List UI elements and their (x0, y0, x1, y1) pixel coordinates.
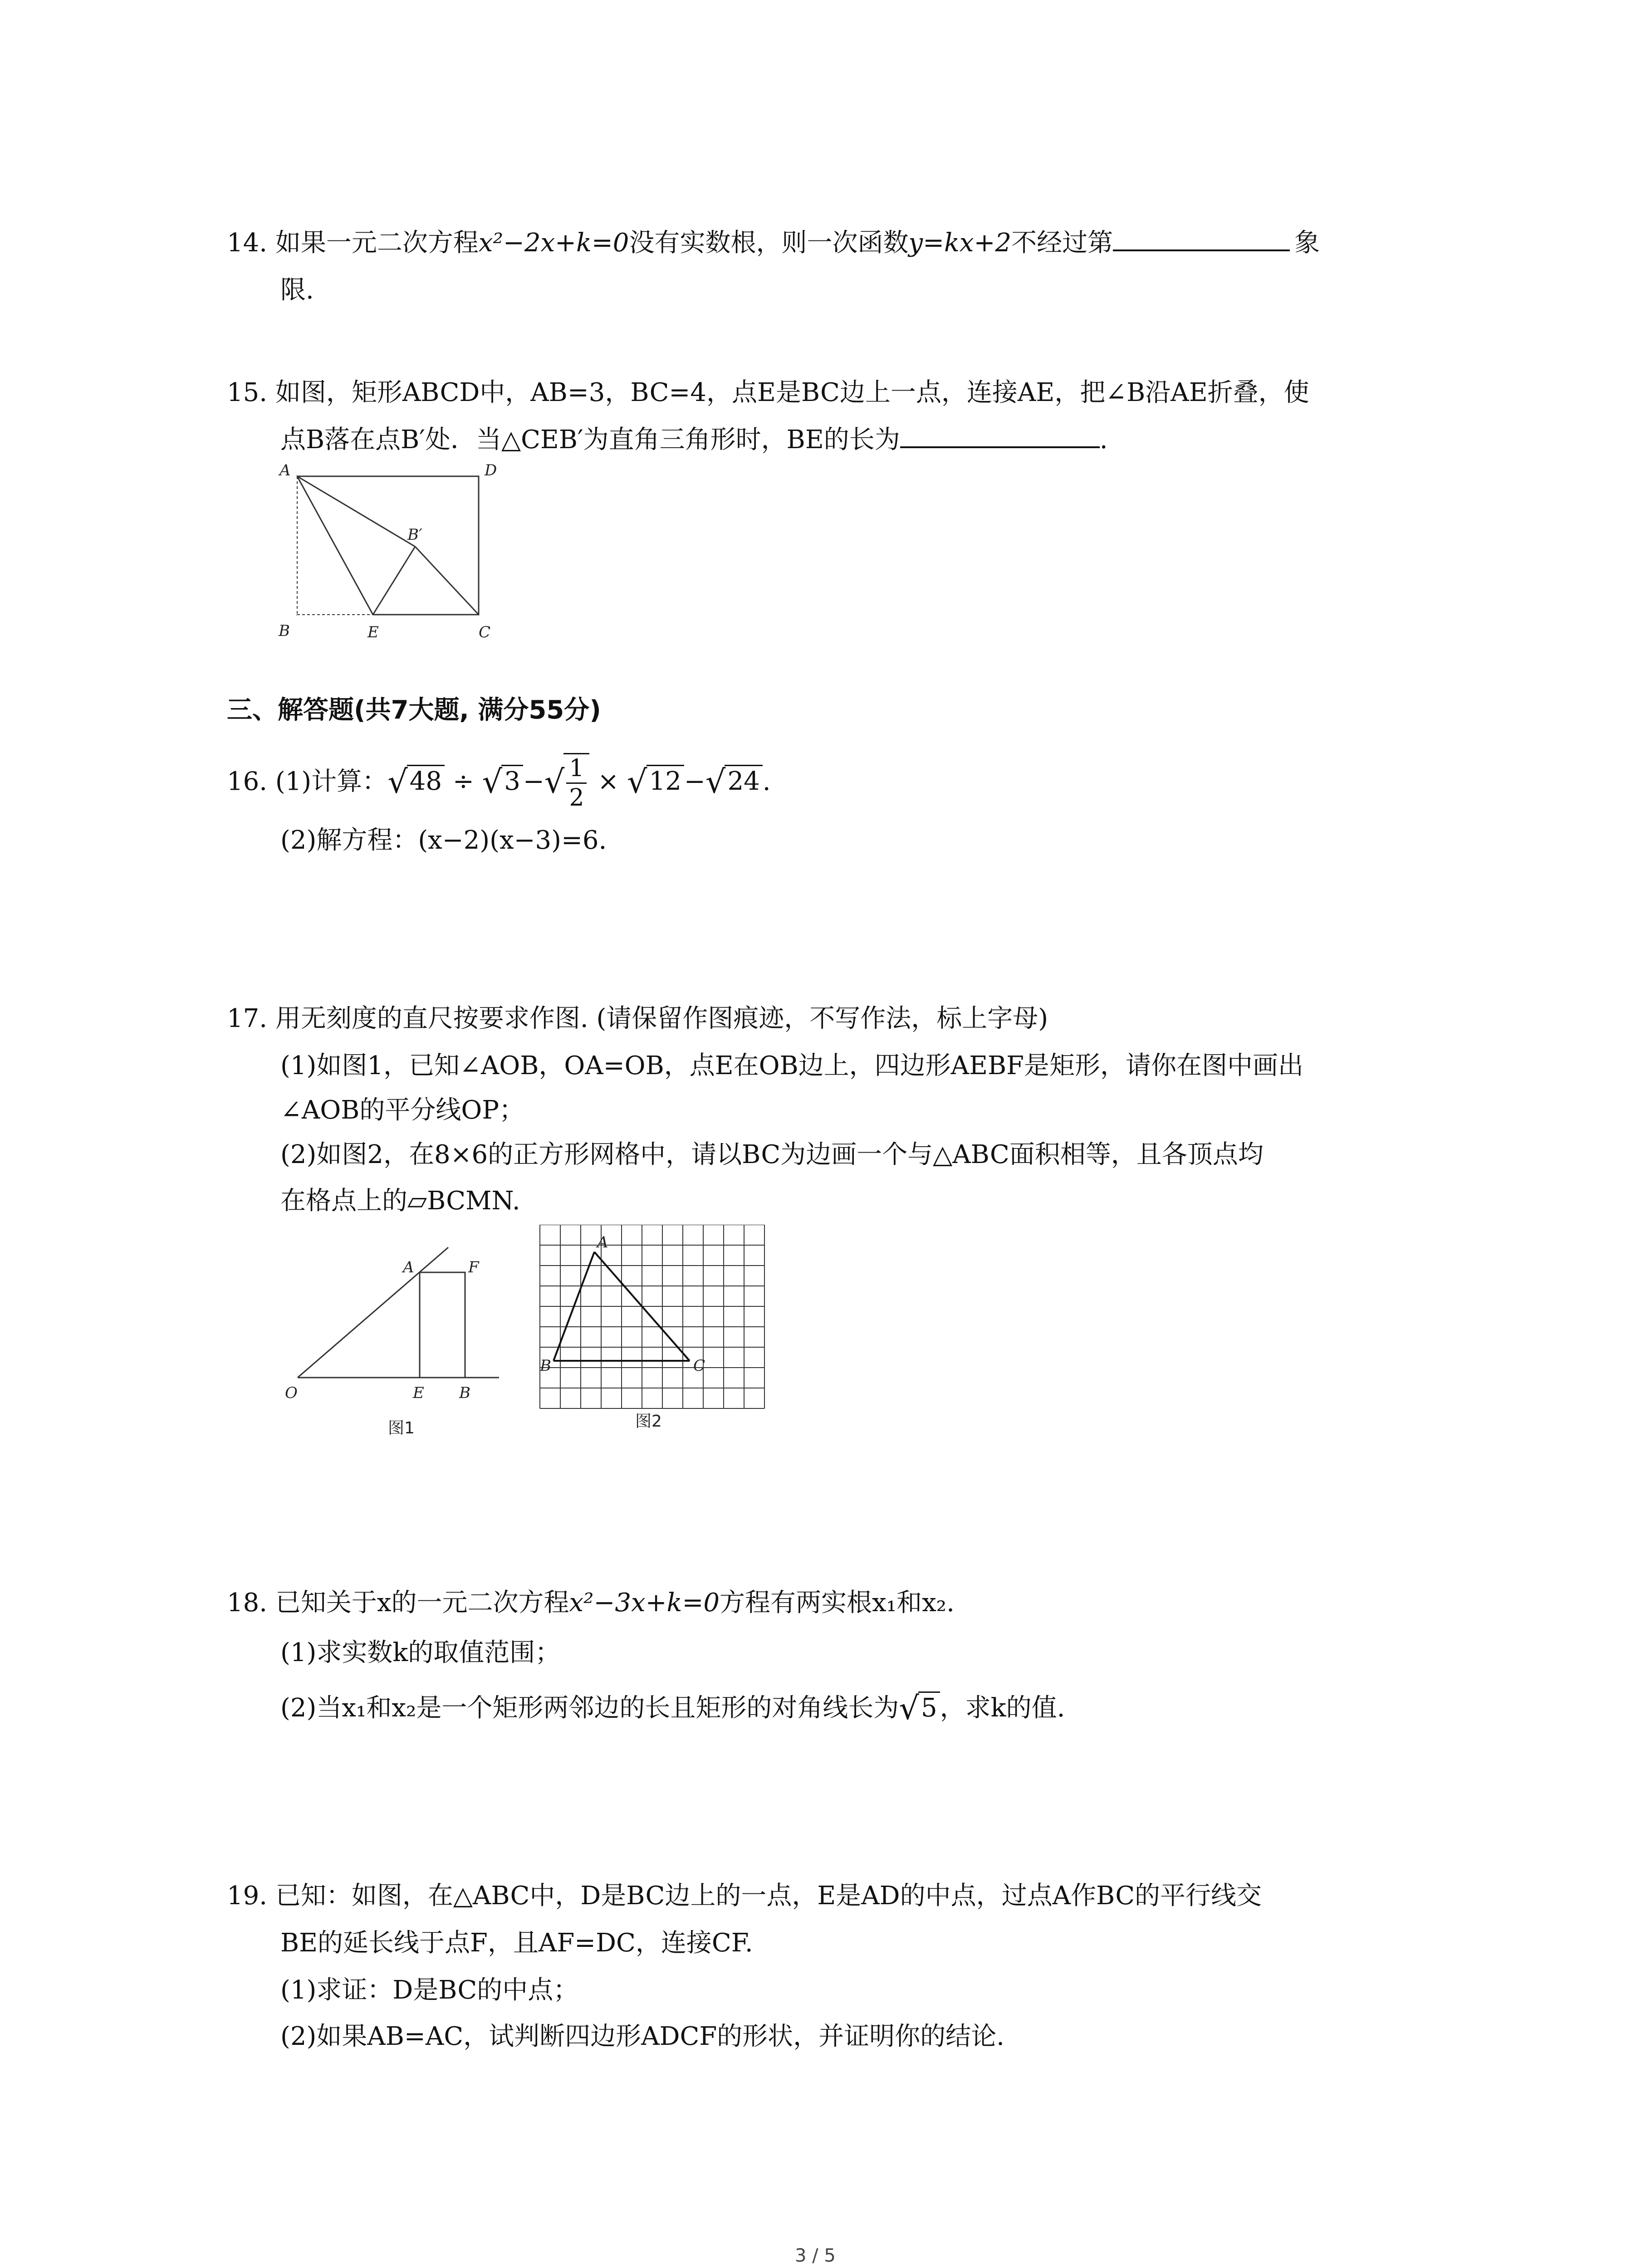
q19-text-line2: BE的延长线于点F，且AF=DC，连接CF. (280, 1928, 753, 1958)
q14-function: y=kx+2 (908, 228, 1012, 258)
q15-segment-ae (297, 476, 373, 615)
q19-line3 (280, 1975, 579, 2005)
q16-part1 (227, 753, 771, 812)
q16-sqrt-3: 3 (501, 765, 523, 797)
q18-text-a: 18. 已知关于x的一元二次方程 (227, 1588, 569, 1618)
q14-line1 (227, 230, 1320, 256)
q18-sqrt-5: 5 (918, 1691, 940, 1723)
q17-fig2-label-c: C (693, 1357, 705, 1375)
q19-text-line4: (2)如果AB=AC，试判断四边形ADCF的形状，并证明你的结论. (280, 2022, 1004, 2051)
q17-text-line3: ∠AOB的平分线OP； (280, 1095, 525, 1125)
q17-line4 (280, 1142, 1264, 1168)
sqrt-symbol: √ (387, 763, 408, 801)
q17-fig1-label-b: B (459, 1384, 470, 1402)
q17-text-line5: 在格点上的▱BCMN. (280, 1186, 520, 1216)
q17-text-line1: 17. 用无刻度的直尺按要求作图. (请保留作图痕迹，不写作法，标上字母) (227, 1004, 1048, 1033)
q15-line2 (280, 427, 1108, 453)
q17-fig1-label-f: F (468, 1258, 479, 1276)
q19-line2 (280, 1928, 753, 1958)
q15-label-bp: B′ (407, 526, 422, 544)
q14-text-a: 14. 如果一元二次方程 (227, 228, 479, 258)
q17-fig2-caption: 图2 (635, 1412, 662, 1431)
q18-line3 (280, 1689, 1065, 1727)
q16-minus-1: − (523, 767, 544, 797)
q18-text-line3-a: (2)当x₁和x₂是一个矩形两邻边的长且矩形的对角线长为 (280, 1693, 899, 1723)
q16-divide: ÷ (452, 767, 474, 797)
sqrt-symbol: √ (544, 763, 565, 801)
q14-equation: x²−2x+k=0 (478, 228, 629, 258)
q16-sqrt-12: 12 (647, 765, 684, 797)
section-3-heading: 三、解答题(共7大题, 满分55分) (227, 695, 601, 725)
q16-times: × (598, 767, 619, 797)
q14-line2 (280, 275, 314, 305)
q17-line1 (227, 1006, 1048, 1031)
q15-text-line1: 15. 如图，矩形ABCD中，AB=3，BC=4，点E是BC边上一点，连接AE，把∠B沿AE折叠，使 (227, 378, 1309, 407)
q15-figure (272, 458, 508, 644)
q16-sqrt-48: 48 (407, 765, 445, 797)
q17-line3 (280, 1095, 525, 1125)
q15-line1 (227, 380, 1309, 406)
q14-text-line2: 限. (280, 275, 314, 305)
q17-fig1-label-o: O (285, 1384, 298, 1402)
q17-fig1-label-a: A (403, 1258, 414, 1276)
q16-sqrt-half (563, 753, 589, 812)
q15-segment-abp (297, 476, 415, 547)
q15-label-e: E (367, 623, 379, 641)
q18-text-b: 方程有两实根x₁和x₂. (720, 1588, 955, 1618)
q17-text-line4: (2)如图2，在8×6的正方形网格中，请以BC为边画一个与△ABC面积相等，且各顶点均 (280, 1140, 1264, 1169)
q15-label-a: A (279, 461, 291, 479)
q16-fraction-num: 1 (566, 754, 587, 784)
q18-line1 (227, 1590, 955, 1616)
q18-equation: x²−3x+k=0 (569, 1588, 720, 1618)
q15-answer-blank[interactable] (900, 428, 1100, 448)
q16-minus-2: − (684, 767, 705, 797)
q15-text-end: . (1099, 425, 1108, 455)
q17-text-line2: (1)如图1，已知∠AOB，OA=OB，点E在OB边上，四边形AEBF是矩形，请你在图中画出 (280, 1051, 1303, 1080)
q16-sqrt-24: 24 (725, 765, 762, 797)
q17-figure-2 (535, 1225, 789, 1438)
q16-part2 (280, 828, 607, 853)
q19-line4 (280, 2024, 1004, 2049)
q15-label-c: C (479, 623, 491, 641)
q17-fig2-grid (540, 1225, 764, 1408)
q17-fig1-rectangle (420, 1272, 465, 1378)
q18-line2 (280, 1640, 560, 1666)
q15-segment-ebp (373, 547, 415, 615)
q17-fig1-caption: 图1 (388, 1419, 415, 1437)
sqrt-symbol: √ (627, 763, 647, 801)
q16-fraction (566, 754, 587, 812)
q15-text-line2: 点B落在点B′处．当△CEB′为直角三角形时，BE的长为 (280, 425, 900, 455)
q14-text-c: 不经过第 (1011, 228, 1113, 258)
q14-text-b: 没有实数根，则一次函数 (629, 228, 909, 258)
q15-label-b: B (279, 622, 290, 640)
q19-line1 (227, 1883, 1262, 1909)
q17-line2 (280, 1053, 1303, 1079)
q17-fig2-label-a: A (597, 1233, 608, 1251)
q16-part1-label: 16. (1)计算： (227, 767, 388, 797)
q18-text-line2: (1)求实数k的取值范围； (280, 1638, 561, 1667)
page-number: 3 / 5 (795, 2245, 836, 2266)
sqrt-symbol: √ (482, 763, 503, 801)
q15-label-d: D (485, 461, 497, 479)
sqrt-symbol: √ (899, 1690, 919, 1727)
q16-end: . (762, 767, 771, 797)
q17-fig1-ray-oa (298, 1247, 448, 1378)
q17-fig1-label-e: E (413, 1384, 424, 1402)
q19-text-line1: 19. 已知：如图，在△ABC中，D是BC边上的一点，E是AD的中点，过点A作BC的平行线交 (227, 1881, 1262, 1911)
q14-text-d: 象 (1294, 228, 1320, 258)
q16-fraction-den: 2 (569, 784, 584, 812)
sqrt-symbol: √ (705, 763, 726, 801)
q17-line5 (280, 1188, 520, 1214)
q17-fig2-label-b: B (540, 1357, 551, 1375)
q15-segment-bpc (415, 547, 479, 615)
q16-part2-text: (2)解方程：(x−2)(x−3)=6. (280, 826, 607, 855)
q17-figure-1 (277, 1238, 513, 1447)
q14-answer-blank[interactable] (1113, 231, 1290, 251)
q19-text-line3: (1)求证：D是BC的中点； (280, 1975, 579, 2005)
q18-text-line3-b: ，求k的值. (940, 1693, 1065, 1723)
